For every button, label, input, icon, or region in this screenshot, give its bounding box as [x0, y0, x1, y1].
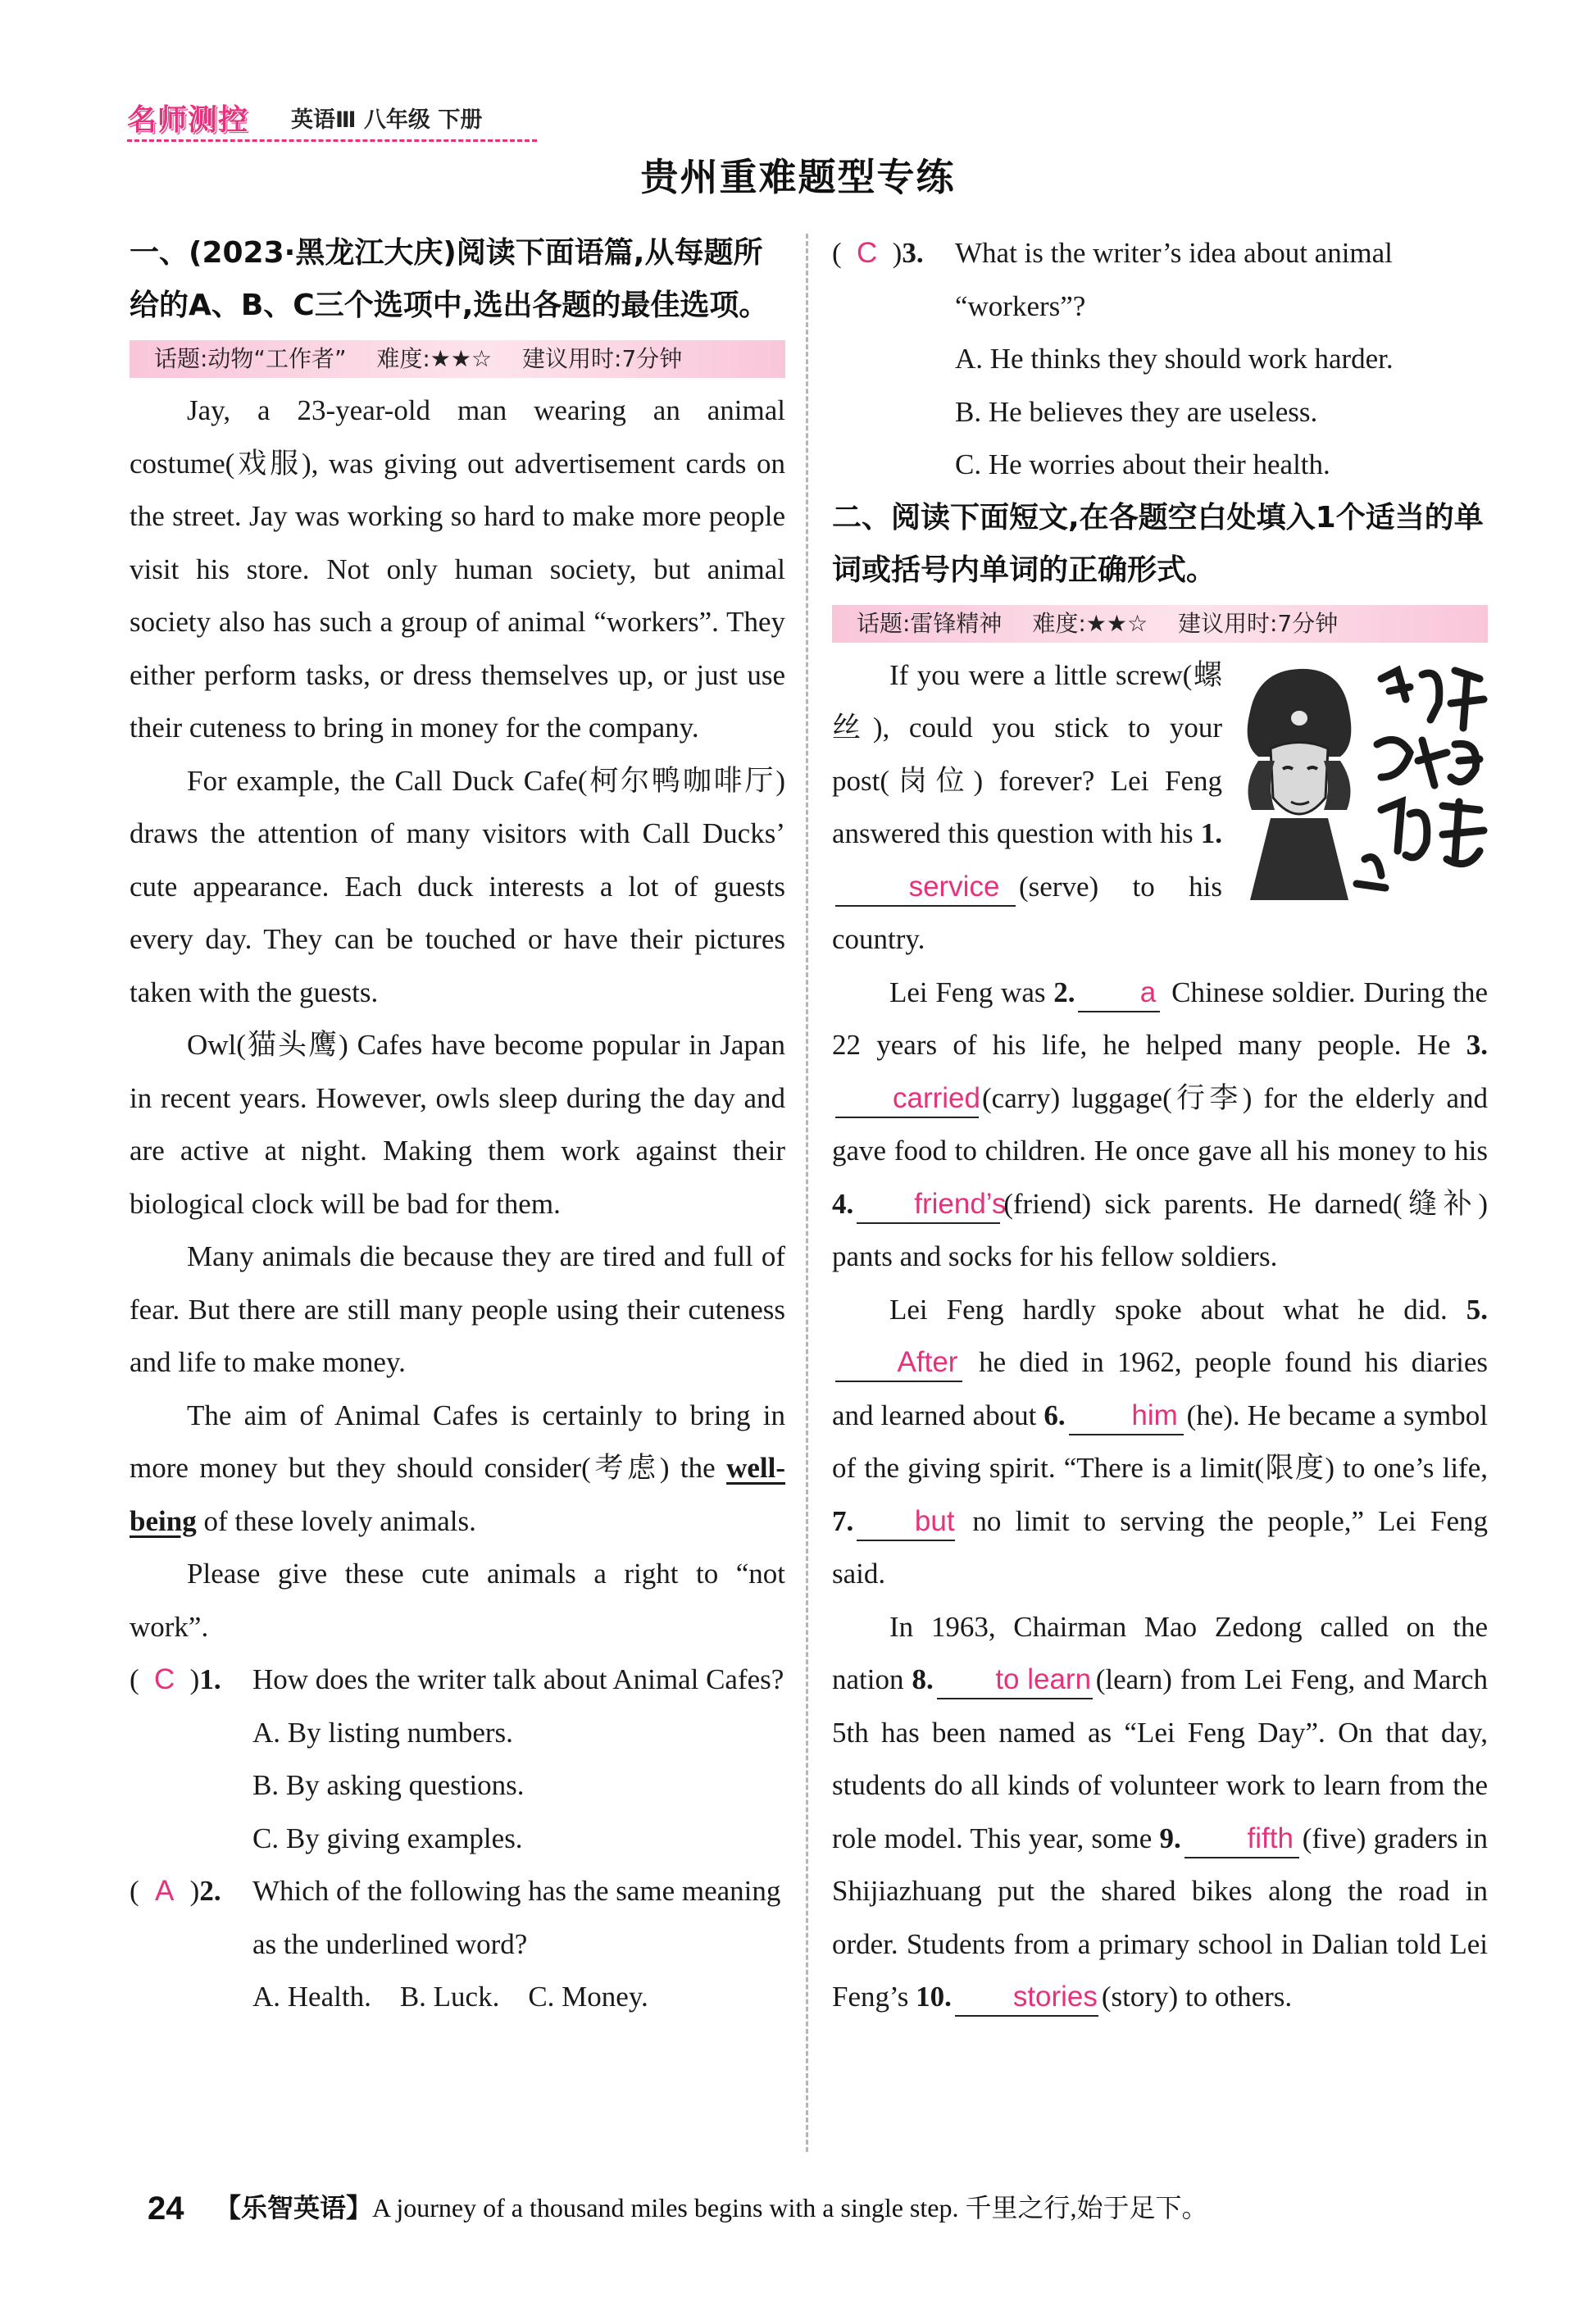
- p2-text-a: Lei Feng was: [889, 976, 1054, 1008]
- blank-7[interactable]: but: [857, 1504, 955, 1541]
- blank-10[interactable]: stories: [955, 1979, 1098, 2017]
- passage2-paragraph-3: [832, 1284, 1488, 1601]
- passage2-paragraph-4: [832, 1601, 1488, 2024]
- p4-text-b: (learn) from Lei Feng, and March 5th has been named as “Lei Feng Day”. On that day, students do all kinds of volunteer work to learn from the role model. This year, some: [832, 1663, 1489, 1854]
- blank-number: 1.: [1200, 817, 1222, 849]
- question-2-options: A. Health. B. Luck. C. Money.: [252, 1981, 648, 2013]
- p3-text-c: (he). He became a symbol of the giving spirit. “There is a limit(限度) to one’s life,: [832, 1399, 1489, 1484]
- lei-feng-illustration-icon: [1234, 654, 1488, 900]
- p2-text-c: (carry) luggage(行李) for the elderly and gave food to children. He once gave all his money to his: [832, 1081, 1488, 1167]
- blank-number: 6.: [1044, 1399, 1066, 1431]
- footer-text: A journey of a thousand miles begins with a single step. 千里之行,始于足下。: [372, 2193, 1208, 2222]
- question-3-option-b: B. He believes they are useless.: [955, 395, 1318, 428]
- blank-number: 3.: [1466, 1029, 1488, 1061]
- section2-difficulty: 难度:★★☆: [1032, 609, 1148, 637]
- answer-bracket: ( C )1.: [130, 1654, 221, 1707]
- question-1-option-b: B. By asking questions.: [252, 1769, 525, 1801]
- answer-bracket: ( C )3.: [832, 227, 924, 280]
- p5-text-b: of these lovely animals.: [196, 1504, 476, 1537]
- blank-number: 7.: [832, 1504, 854, 1537]
- question-text: Which of the following has the same meaning as the underlined word?: [252, 1875, 781, 1960]
- answer-choice[interactable]: C: [857, 237, 878, 269]
- p4-text-d: (story) to others.: [1101, 1981, 1293, 2013]
- passage1-paragraph-4: Many animals die because they are tired and full of fear. But there are still many people using their cuteness and life to make money.: [130, 1240, 785, 1378]
- p1-text-b: (serve) to his country.: [832, 870, 1222, 955]
- blank-6[interactable]: him: [1069, 1398, 1184, 1435]
- section1-heading: 一、(2023·黑龙江大庆)阅读下面语篇,从每题所给的A、B、C三个选项中,选出各题的最佳选项。: [130, 236, 769, 322]
- p4-text-c: (five) graders in Shijiazhuang put the shared bikes along the road in order. Students from a primary school in Dalian told Lei Feng’s: [832, 1822, 1488, 2013]
- section1-difficulty: 难度:★★☆: [376, 345, 493, 372]
- book-info: 英语Ⅲ 八年级 下册: [291, 107, 483, 133]
- blank-number: 2.: [1053, 976, 1075, 1008]
- brand-logo: 名师测控: [127, 103, 249, 137]
- blank-9[interactable]: fifth: [1184, 1821, 1299, 1858]
- blank-8[interactable]: to learn: [937, 1662, 1093, 1699]
- blank-3[interactable]: carried: [835, 1080, 979, 1118]
- question-text: What is the writer’s idea about animal “workers”?: [955, 237, 1393, 322]
- left-column: [130, 227, 785, 2024]
- passage1-paragraph-3: Owl(猫头鹰) Cafes have become popular in Japan in recent years. However, owls sleep during the day and are active at night. Making them work against their biological clock will be bad for them.: [130, 1029, 785, 1220]
- page-number: 24: [148, 2190, 184, 2227]
- section2-heading: 二、阅读下面短文,在各题空白处填入1个适当的单词或括号内单词的正确形式。: [832, 500, 1484, 587]
- p2-text-d: (friend) sick parents. He darned(缝补) pants and socks for his fellow soldiers.: [832, 1187, 1488, 1272]
- passage1-paragraph-6: Please give these cute animals a right to “not work”.: [130, 1558, 785, 1643]
- question-number: 3.: [902, 237, 924, 269]
- p3-text-a: Lei Feng hardly spoke about what he did.: [889, 1293, 1466, 1326]
- blank-number: 9.: [1159, 1822, 1181, 1854]
- blank-4[interactable]: friend’s: [857, 1186, 1000, 1224]
- passage1-paragraph-2: For example, the Call Duck Cafe(柯尔鸭咖啡厅) draws the attention of many visitors with Call Ducks’ cute appearance. Each duck interests a lot of guests every day. They can be touched or have their pictures taken with the guests.: [130, 764, 785, 1008]
- p4-text-a: In 1963, Chairman Mao Zedong called on the nation: [832, 1610, 1488, 1695]
- blank-2[interactable]: a: [1078, 975, 1160, 1012]
- p1-text-a: If you were a little screw(螺丝), could you stick to your post(岗位) forever? Lei Feng answered this question with his: [832, 658, 1222, 849]
- right-column: [832, 227, 1488, 2024]
- question-2: [130, 1865, 785, 1971]
- question-3-option-c: C. He worries about their health.: [955, 448, 1330, 480]
- footer-tag: 【乐智英语】: [215, 2192, 373, 2223]
- blank-1[interactable]: service: [835, 869, 1016, 907]
- section1-time: 建议用时:7分钟: [522, 345, 683, 372]
- answer-choice[interactable]: A: [154, 1875, 175, 1907]
- p3-text-d: no limit to serving the people,” Lei Feng said.: [832, 1504, 1488, 1590]
- p5-text-a: The aim of Animal Cafes is certainly to bring in more money but they should consider(考虑) the: [130, 1399, 785, 1484]
- answer-bracket: ( A )2.: [130, 1865, 221, 1918]
- section2-topic-bar: [832, 605, 1488, 643]
- blank-number: 10.: [916, 1981, 952, 2013]
- question-3: [832, 227, 1488, 333]
- header-divider: [127, 139, 537, 142]
- question-1: [130, 1654, 785, 1707]
- blank-number: 8.: [912, 1663, 934, 1695]
- passage1-paragraph-1: Jay, a 23-year-old man wearing an animal costume(戏服), was giving out advertisement cards on the street. Jay was working so hard to make more people visit his store. Not only human society, but animal society also has such a group of animal “workers”. They either perform tasks, or dress themselves up, or just use their cuteness to bring in money for the company.: [130, 394, 785, 744]
- footer-quote: [215, 2187, 1207, 2225]
- question-number: 2.: [199, 1875, 221, 1907]
- question-1-option-a: A. By listing numbers.: [252, 1716, 513, 1749]
- question-number: 1.: [199, 1663, 221, 1695]
- passage1-paragraph-5: [130, 1390, 785, 1549]
- section2-topic: 话题:雷锋精神: [857, 609, 1003, 637]
- question-3-option-a: A. He thinks they should work harder.: [955, 343, 1394, 375]
- question-1-option-c: C. By giving examples.: [252, 1822, 523, 1854]
- p3-text-b: he died in 1962, people found his diaries and learned about: [832, 1346, 1488, 1431]
- page-title: 贵州重难题型专练: [640, 155, 956, 199]
- lei-feng-portrait-calligraphy-image: [1234, 654, 1488, 900]
- section1-topic-bar: [130, 340, 785, 378]
- blank-number: 5.: [1466, 1293, 1488, 1326]
- column-divider: [806, 234, 808, 2152]
- underlined-word: well-being: [130, 1452, 785, 1537]
- question-text: How does the writer talk about Animal Cafes?: [252, 1663, 784, 1695]
- section1-topic: 话题:动物“工作者”: [154, 345, 347, 372]
- answer-choice[interactable]: C: [154, 1663, 175, 1695]
- passage2-paragraph-2: [832, 967, 1488, 1284]
- blank-5[interactable]: After: [835, 1344, 962, 1382]
- p2-text-b: Chinese soldier. During the 22 years of his life, he helped many people. He: [832, 976, 1488, 1061]
- blank-number: 4.: [832, 1187, 854, 1220]
- header: [127, 97, 537, 143]
- section2-time: 建议用时:7分钟: [1178, 609, 1339, 637]
